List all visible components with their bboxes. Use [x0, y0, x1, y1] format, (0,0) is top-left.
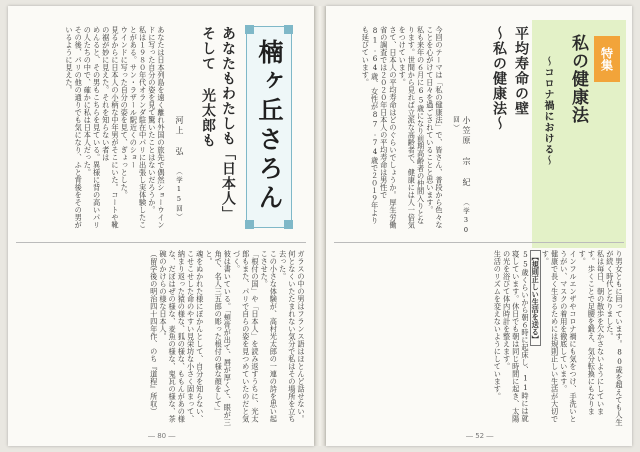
article-body-lower	[334, 250, 624, 428]
essay-body-lower	[16, 250, 306, 428]
paragraph: ウインドに写った自分の姿を見て、ぎょっとした。	[120, 26, 130, 199]
feature-subtitle: 〜コロナ禍における〜	[542, 56, 553, 166]
article-title-line1: 平均寿命の壁	[513, 26, 529, 116]
feature-title: 私の健康法	[568, 34, 588, 124]
paragraph: 私は毎日、朝の散歩を欠かさないようにしています。歩くことで足腰を鍛え、気分転換にもなります。	[578, 250, 606, 415]
corner-ornament	[284, 25, 293, 34]
book-gutter	[314, 6, 326, 446]
paragraph: 魂をぬかれた様にぽかんとして、自分を知らない、こせこせした命のやすい見栄坊な小さく固まって、	[186, 250, 205, 423]
essay-title-line2: そして 光太郎も	[200, 26, 216, 148]
paragraph: ガラスの中の男はフランス語はほとんど話せない。	[297, 250, 306, 423]
page-number: ― 80 ―	[148, 432, 176, 440]
paragraph: その後、パリの他の通りでも気になり、ふと背後をその男がいるように見えた。	[64, 26, 84, 229]
section-divider	[16, 242, 306, 243]
article-author	[452, 116, 472, 236]
paragraph: 何となくいたたまれない気分で私はその場所を立ち去った。	[278, 250, 297, 423]
right-page	[326, 6, 632, 446]
paragraph: （留学後の明治四十四年作、のち『道程』所収）	[149, 250, 159, 415]
author-note: （学30回）	[452, 116, 470, 236]
corner-ornament	[245, 25, 254, 34]
paragraph: めんると、その男もこちらを見ている。異様に背の高いパリの人たちの中で、確かに私は日本人だった。	[83, 26, 102, 229]
paragraph: 生活のリズムを変えないようにしています。	[493, 250, 503, 400]
essay-title-line1: あなたもわたしも「日本人」	[220, 26, 236, 221]
author-name: 河上 弘	[175, 116, 184, 157]
paragraph: 私も来年の６月に65歳になり前期高齢者の仲間入りとなります。世間から見れば立派な高齢者で、健康には人一倍気をつけています。	[398, 26, 426, 229]
paragraph: 見るからに日本人の小柄な中年男がそこにいた。コートや靴の裾が妙に見えた。それを知らない者は	[101, 26, 120, 229]
paragraph: 55歳くらいから朝６時に起床し、11時には就寝しています。休日でも朝は同じ時間に起き、太陽の光を浴びて体内時計を整えます。	[502, 250, 530, 423]
feature-header-box	[532, 20, 626, 248]
paragraph: 納まり返った猿の様な、狐の様な、ももんがあの様な、だぼはぜの様な、麦魚の様な、鬼瓦の様な、茶碗のかけらの様な日本人。	[158, 250, 187, 423]
column-title-box	[246, 26, 292, 228]
paragraph: 健康で長く生きるためには規則正しい生活が大切です。	[541, 250, 560, 423]
paragraph: さて、日本人の平均寿命はどのぐらいでしょうか。厚生労働省の調査では２０２０年日本人の平均寿命は男性で81.64歳、女性が87.74歳で２０１９年よりも延びています。	[361, 26, 398, 229]
page-number: ― 52 ―	[466, 432, 494, 440]
feature-badge: 特集	[594, 36, 620, 82]
section-heading	[530, 250, 541, 428]
corner-ornament	[245, 220, 254, 229]
paragraph: り男女ともに回っています。80歳を超えても人生が続く時代となりました。	[605, 250, 624, 427]
paragraph: インフルエンザやコロナ禍にも気をつけ、手洗いとうがい、マスクの着用を徹底しています。	[559, 250, 578, 423]
paragraph: 今回のテーマは「私の健康法」で、皆さん、普段から色々なことを心がけて日々を過ごされていることと思います。	[425, 26, 444, 229]
section-divider	[334, 242, 624, 243]
left-page	[8, 6, 314, 446]
paragraph: 「根付の国」や「日本人」を読み返すうちに、光太郎もまた、パリで自らの姿を見つめていたのだと気づく。	[232, 250, 260, 423]
essay-author	[174, 116, 185, 236]
column-title: 楠ヶ丘さろん	[255, 39, 284, 213]
paragraph: あなたは日本列島を遠く離れ外国の旅先で偶然ショーウインドに写った自分の姿を見て驚いたことはないだろうか。	[147, 26, 166, 229]
paragraph: 彼は書いている。「頬骨が出て、唇が厚くて、眼が三角で、名人三五郎の彫った根付の様な顔をして」と。	[204, 250, 233, 427]
section-heading-label: 【規則正しい生活を送る】	[530, 250, 541, 346]
essay-body-upper	[16, 26, 166, 231]
article-body-upper	[334, 26, 444, 231]
paragraph: 私は１９８０年代オランダ駐在中パリに出張し実体験したことがある。サン・ラザール駅近くのショー	[129, 26, 148, 229]
paragraph: この小さな体験が、高村光太郎の一連の詩を思い起こさせた。	[260, 250, 279, 423]
article-title-line2: 〜私の健康法〜	[491, 26, 507, 131]
author-note: （学15回）	[175, 168, 183, 222]
corner-ornament	[284, 220, 293, 229]
article-title	[488, 26, 532, 226]
essay-title	[198, 26, 238, 226]
author-name: 小笠原 宗 紀	[462, 116, 471, 188]
